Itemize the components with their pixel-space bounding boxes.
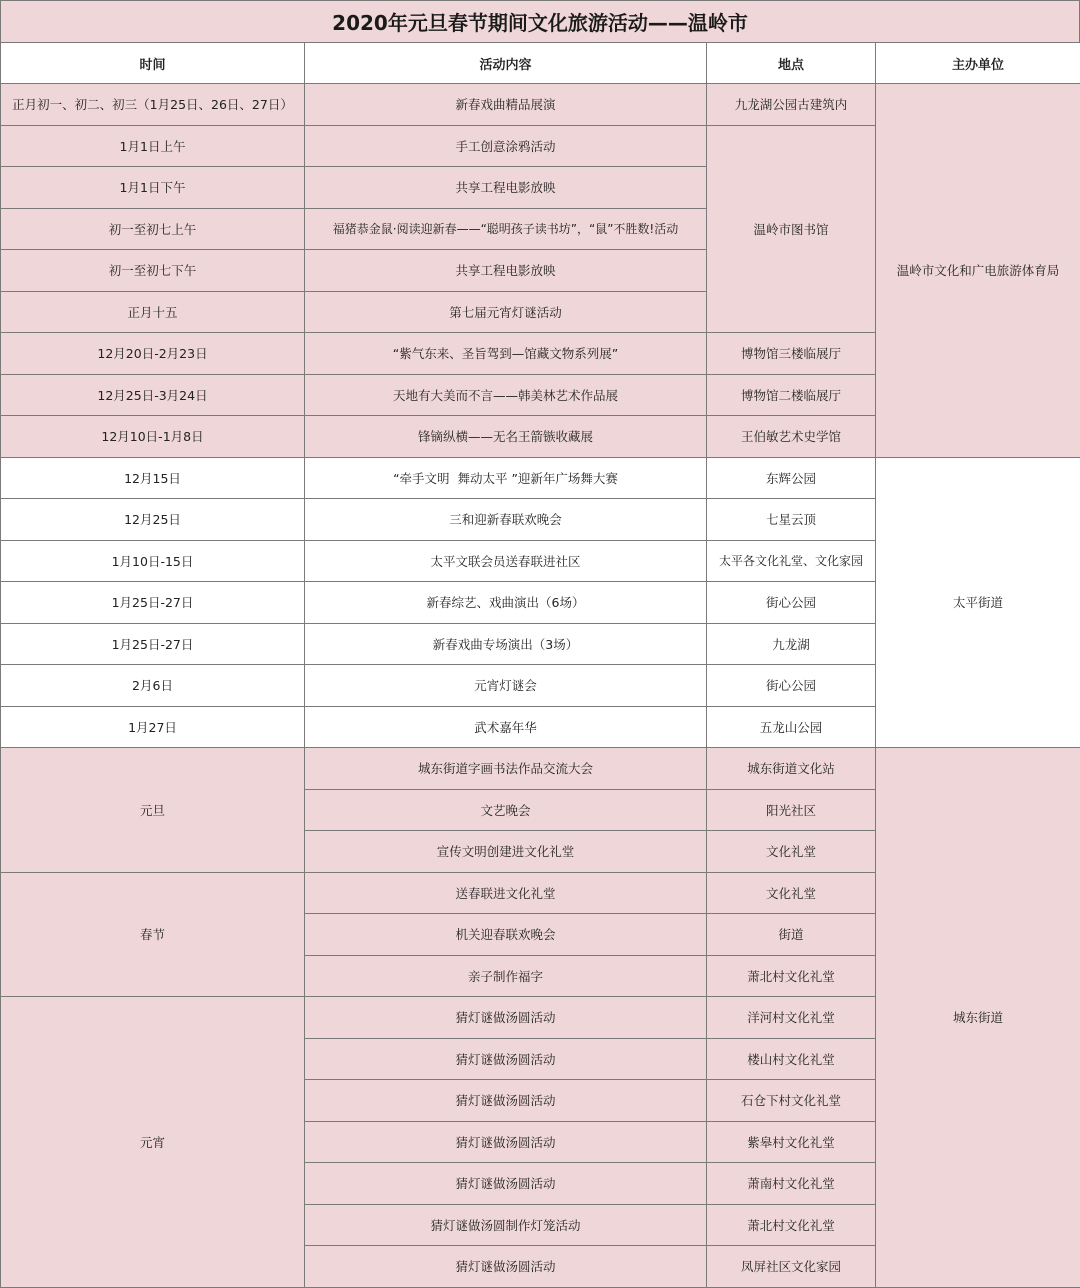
place-cell: 九龙湖 (707, 623, 876, 665)
sheet-title: 2020年元旦春节期间文化旅游活动——温岭市 (0, 0, 1080, 42)
header-time: 时间 (1, 43, 305, 84)
header-row (1, 43, 1080, 84)
content-cell: 共享工程电影放映 (305, 167, 707, 209)
place-cell: 紫皋村文化礼堂 (707, 1121, 876, 1163)
place-cell: 阳光社区 (707, 789, 876, 831)
content-cell: 三和迎新春联欢晚会 (305, 499, 707, 541)
table-row (1, 457, 1080, 499)
place-cell: 萧北村文化礼堂 (707, 955, 876, 997)
time-cell: 12月10日-1月8日 (1, 416, 305, 458)
content-cell: 元宵灯谜会 (305, 665, 707, 707)
time-cell: 1月25日-27日 (1, 623, 305, 665)
period-cell: 春节 (1, 872, 305, 997)
place-cell: 文化礼堂 (707, 872, 876, 914)
organizer-cell: 太平街道 (876, 457, 1080, 748)
place-cell: 石仓下村文化礼堂 (707, 1080, 876, 1122)
place-cell: 街道 (707, 914, 876, 956)
activity-table (0, 42, 1080, 1288)
place-cell: 七星云顶 (707, 499, 876, 541)
time-cell: 1月1日上午 (1, 125, 305, 167)
content-cell: 机关迎春联欢晚会 (305, 914, 707, 956)
content-cell: 武术嘉年华 (305, 706, 707, 748)
place-cell: 城东街道文化站 (707, 748, 876, 790)
content-cell: “牵手文明 舞动太平 ”迎新年广场舞大赛 (305, 457, 707, 499)
place-cell: 博物馆三楼临展厅 (707, 333, 876, 375)
time-cell: 1月1日下午 (1, 167, 305, 209)
time-cell: 1月27日 (1, 706, 305, 748)
place-cell: 博物馆二楼临展厅 (707, 374, 876, 416)
content-cell: 新春综艺、戏曲演出（6场） (305, 582, 707, 624)
content-cell: 新春戏曲专场演出（3场） (305, 623, 707, 665)
period-cell: 元旦 (1, 748, 305, 873)
time-cell: 12月25日-3月24日 (1, 374, 305, 416)
content-cell: 手工创意涂鸦活动 (305, 125, 707, 167)
content-cell: 猜灯谜做汤圆活动 (305, 1038, 707, 1080)
time-cell: 初一至初七下午 (1, 250, 305, 292)
header-place: 地点 (707, 43, 876, 84)
place-cell: 凤屏社区文化家园 (707, 1246, 876, 1288)
table-row (1, 748, 1080, 790)
header-organizer: 主办单位 (876, 43, 1080, 84)
content-cell: 猜灯谜做汤圆制作灯笼活动 (305, 1204, 707, 1246)
table-body (1, 84, 1080, 1288)
content-cell: 猜灯谜做汤圆活动 (305, 1163, 707, 1205)
place-cell: 东辉公园 (707, 457, 876, 499)
place-cell: 萧北村文化礼堂 (707, 1204, 876, 1246)
content-cell: 城东街道字画书法作品交流大会 (305, 748, 707, 790)
place-cell: 街心公园 (707, 582, 876, 624)
content-cell: 锋镝纵横——无名王箭镞收藏展 (305, 416, 707, 458)
content-cell: 太平文联会员送春联进社区 (305, 540, 707, 582)
time-cell: 正月初一、初二、初三（1月25日、26日、27日） (1, 84, 305, 126)
content-cell: 猜灯谜做汤圆活动 (305, 997, 707, 1039)
content-cell: 天地有大美而不言——韩美林艺术作品展 (305, 374, 707, 416)
time-cell: 正月十五 (1, 291, 305, 333)
place-cell: 萧南村文化礼堂 (707, 1163, 876, 1205)
place-cell: 王伯敏艺术史学馆 (707, 416, 876, 458)
time-cell: 1月25日-27日 (1, 582, 305, 624)
place-cell: 九龙湖公园古建筑内 (707, 84, 876, 126)
time-cell: 1月10日-15日 (1, 540, 305, 582)
content-cell: 文艺晚会 (305, 789, 707, 831)
place-cell: 五龙山公园 (707, 706, 876, 748)
place-cell: 太平各文化礼堂、文化家园 (707, 540, 876, 582)
time-cell: 初一至初七上午 (1, 208, 305, 250)
time-cell: 2月6日 (1, 665, 305, 707)
period-cell: 元宵 (1, 997, 305, 1288)
time-cell: 12月15日 (1, 457, 305, 499)
time-cell: 12月20日-2月23日 (1, 333, 305, 375)
content-cell: 猜灯谜做汤圆活动 (305, 1246, 707, 1288)
time-cell: 12月25日 (1, 499, 305, 541)
header-content: 活动内容 (305, 43, 707, 84)
organizer-cell: 温岭市文化和广电旅游体育局 (876, 84, 1080, 458)
content-cell: 猜灯谜做汤圆活动 (305, 1080, 707, 1122)
place-cell: 文化礼堂 (707, 831, 876, 873)
place-cell: 洋河村文化礼堂 (707, 997, 876, 1039)
content-cell: 猜灯谜做汤圆活动 (305, 1121, 707, 1163)
place-cell: 街心公园 (707, 665, 876, 707)
place-cell: 楼山村文化礼堂 (707, 1038, 876, 1080)
content-cell: 宣传文明创建进文化礼堂 (305, 831, 707, 873)
content-cell: 亲子制作福字 (305, 955, 707, 997)
content-cell: “紫气东来、圣旨驾到—馆藏文物系列展” (305, 333, 707, 375)
content-cell: 福猪恭金鼠·阅读迎新春——“聪明孩子读书坊”，“鼠”不胜数!活动 (305, 208, 707, 250)
organizer-cell: 城东街道 (876, 748, 1080, 1288)
table-row (1, 84, 1080, 126)
content-cell: 第七届元宵灯谜活动 (305, 291, 707, 333)
content-cell: 新春戏曲精品展演 (305, 84, 707, 126)
content-cell: 共享工程电影放映 (305, 250, 707, 292)
place-cell: 温岭市图书馆 (707, 125, 876, 333)
content-cell: 送春联进文化礼堂 (305, 872, 707, 914)
